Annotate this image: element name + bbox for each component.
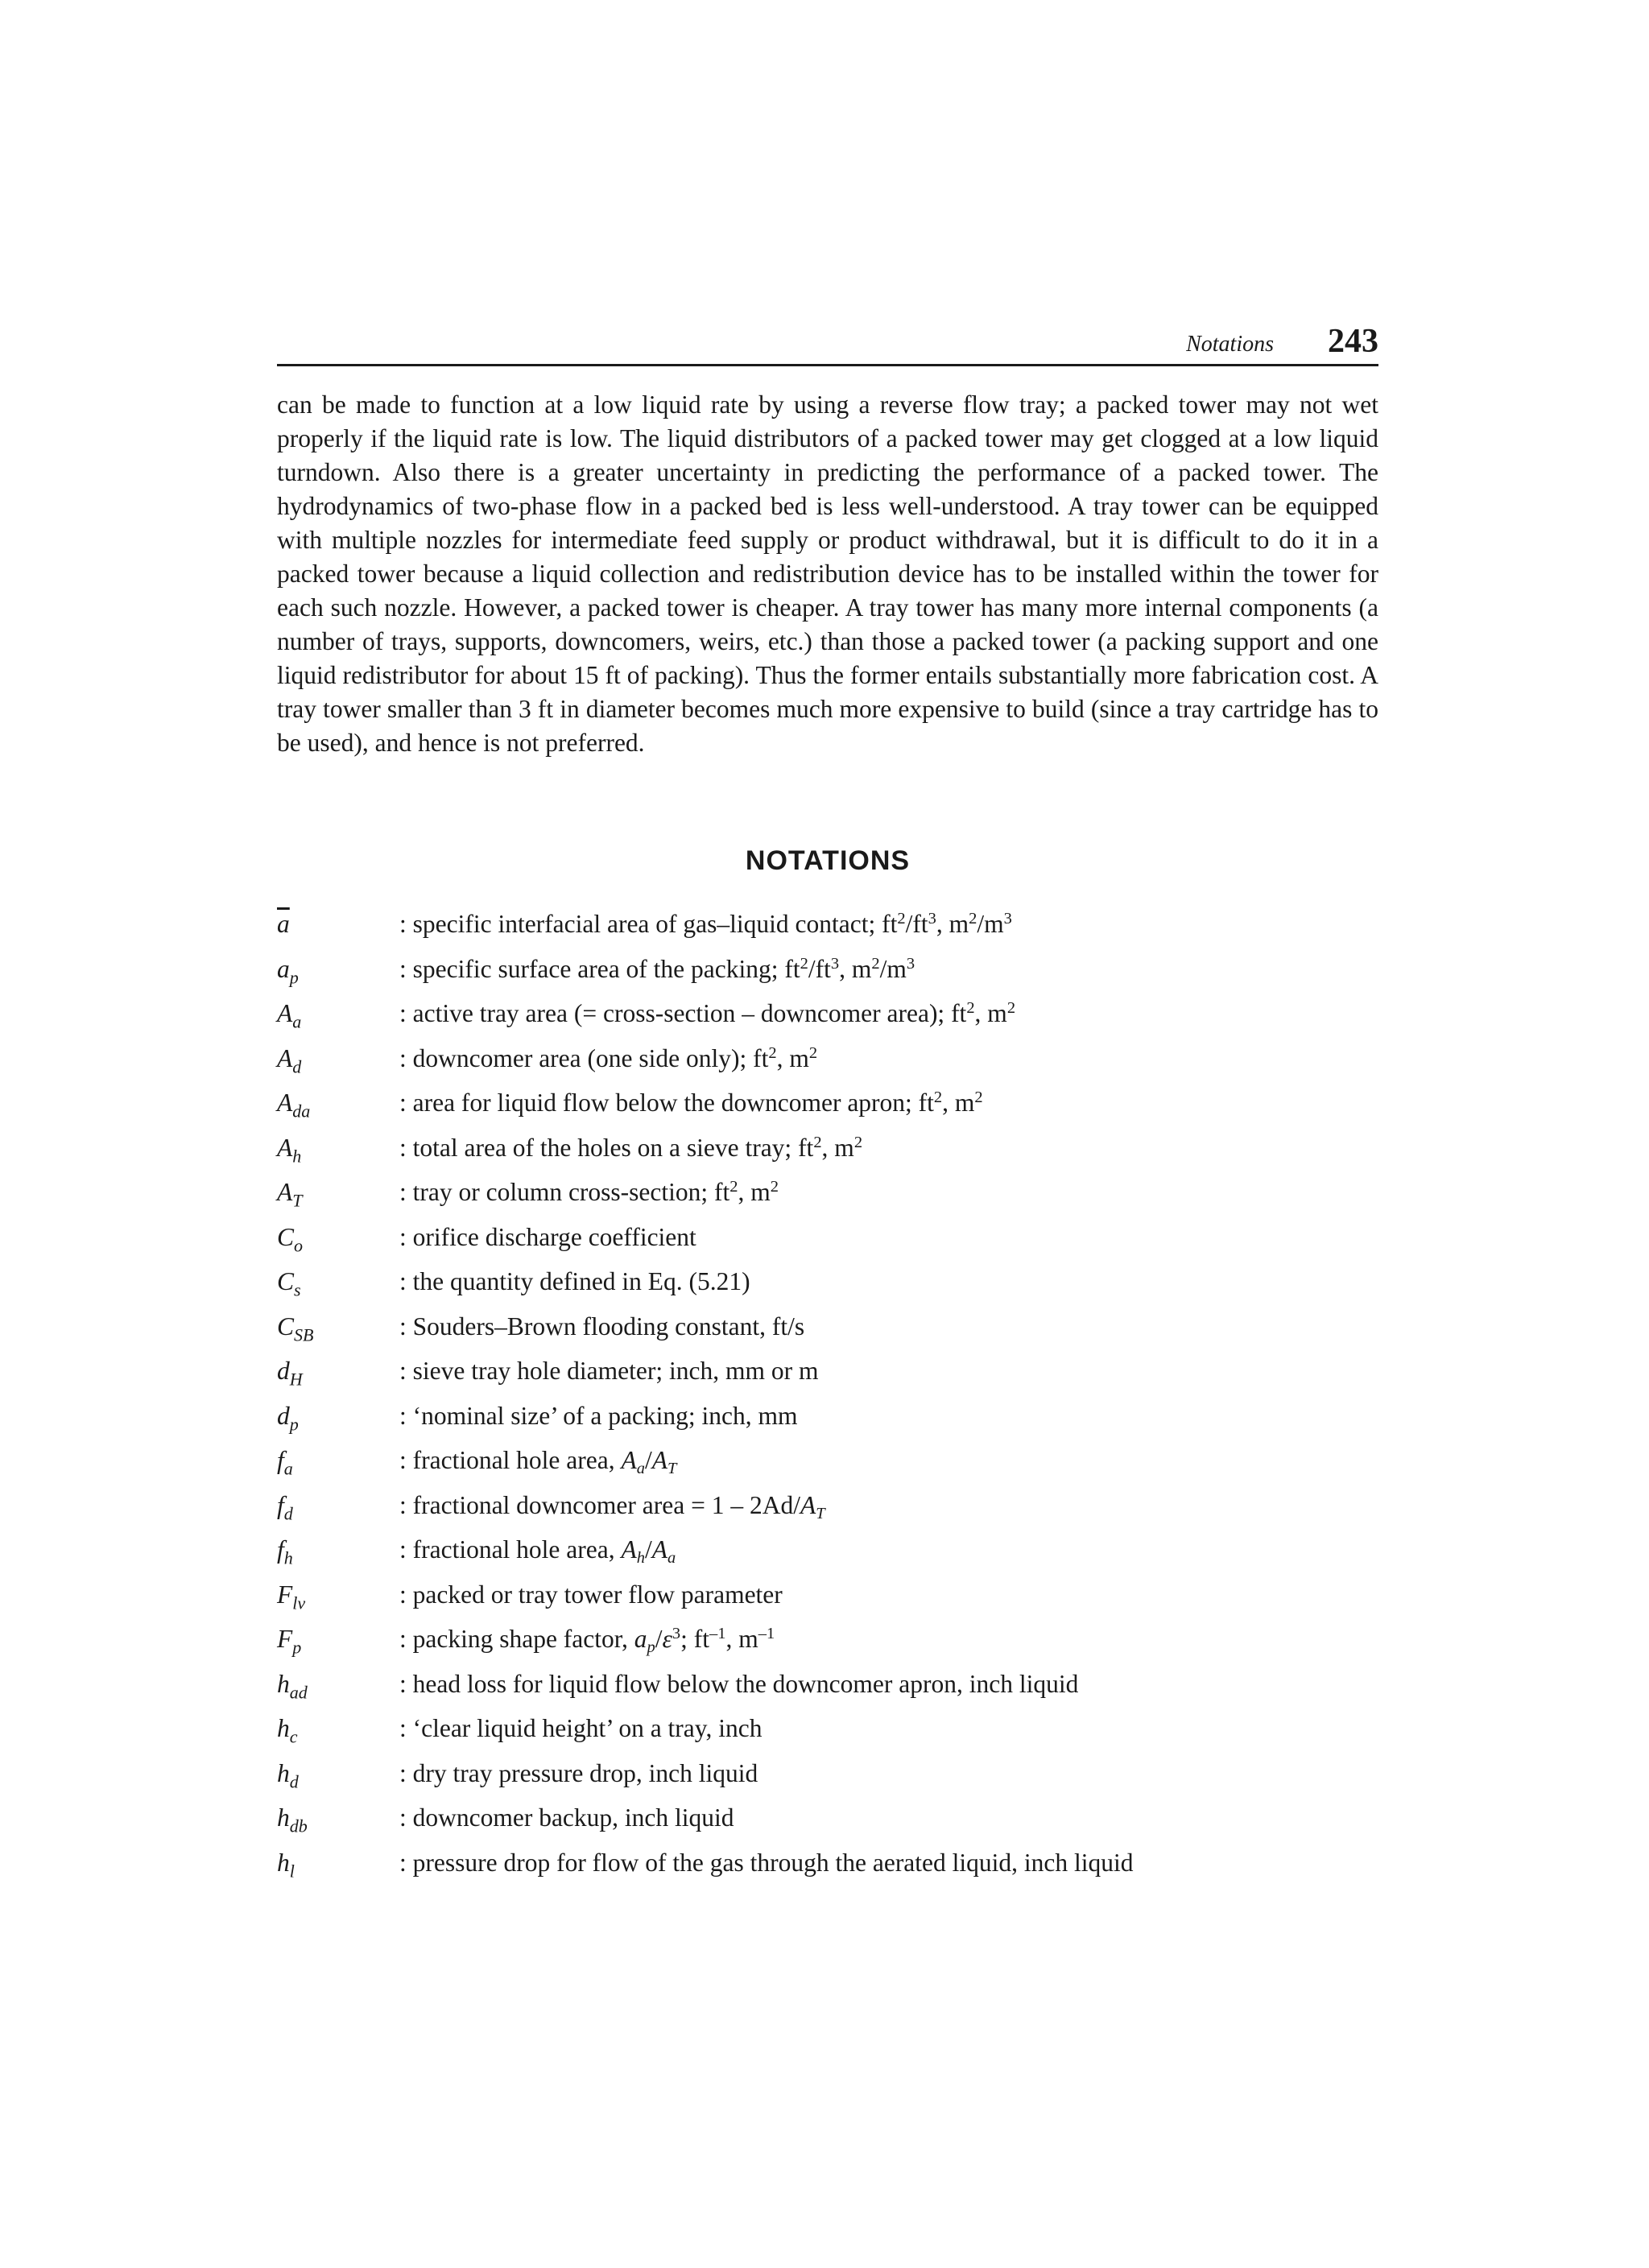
- notation-definition: : sieve tray hole diameter; inch, mm or m: [399, 1357, 819, 1385]
- notation-symbol: $F_p$: [277, 1625, 302, 1658]
- page-header: [277, 322, 1378, 366]
- body-paragraph: can be made to function at a low liquid rate by using a reverse flow tray; a packed tower may not wet properly if the liquid rate is low. The liquid distributors of a packed tower may get clogged at a low liquid turndown. Also there is a greater uncertainty in predicting the performance of a packed tower. The hydrodynamics of two-phase flow in a packed bed is less well-understood. A tray tower can be equipped with multiple nozzles for intermediate feed supply or product withdrawal, but it is difficult to do it in a packed tower because a liquid collection and redistribution device has to be installed within the tower for each such nozzle. However, a packed tower is cheaper. A tray tower has many more internal components (a number of trays, supports, downcomers, weirs, etc.) than those a packed tower (a packing support and one liquid redistributor for about 15 ft of packing). Thus the former entails substantially more fabrication cost. A tray tower smaller than 3 ft in diameter becomes much more expensive to build (since a tray cartridge has to be used), and hence is not preferred.: [277, 390, 1378, 757]
- notation-symbol: $A_T$: [277, 1178, 303, 1211]
- notation-definition: : fractional downcomer area = $1 - 2Ad/A_T$: [399, 1490, 825, 1522]
- page-number: 243: [1328, 323, 1378, 360]
- notation-symbol: $h_c$: [277, 1714, 298, 1747]
- notation-symbol: $a_p$: [277, 954, 299, 988]
- notation-definition: : packed or tray tower flow parameter: [399, 1580, 783, 1609]
- notation-symbol: $C_o$: [277, 1222, 304, 1256]
- notation-symbol: $C_{SB}$: [277, 1312, 314, 1345]
- notation-row: [277, 1758, 1378, 1803]
- notation-row: [277, 1221, 1378, 1266]
- notation-symbol: $d_p$: [277, 1401, 299, 1435]
- notation-definition: : orifice discharge coefficient: [399, 1222, 696, 1251]
- notation-row: [277, 1712, 1378, 1758]
- notation-row: [277, 1534, 1378, 1579]
- notation-definition: : area for liquid flow below the downcomer apron; $ft^2$, $m^2$: [399, 1088, 983, 1117]
- notation-row: [277, 908, 1378, 953]
- notation-row: [277, 1623, 1378, 1668]
- section-heading: NOTATIONS: [745, 845, 911, 876]
- notation-definition: : dry tray pressure drop, inch liquid: [399, 1758, 758, 1787]
- notation-row: [277, 1579, 1378, 1624]
- notation-row: [277, 1444, 1378, 1489]
- notation-definition: : specific interfacial area of gas–liquid contact; $ft^2/ft^3$, $m^2/m^3$: [399, 909, 1012, 938]
- notation-symbol: $A_h$: [277, 1133, 302, 1167]
- notation-definition: : Souders–Brown flooding constant, ft/s: [399, 1312, 805, 1341]
- notation-symbol: $F_{lv}$: [277, 1580, 306, 1613]
- notation-row: [277, 1311, 1378, 1356]
- notation-symbol: $A_{da}$: [277, 1089, 311, 1122]
- notation-row: [277, 1266, 1378, 1311]
- notation-symbol: $h_d$: [277, 1758, 299, 1792]
- notation-symbol: $C_s$: [277, 1267, 301, 1300]
- notation-symbol: $f_a$: [277, 1446, 293, 1479]
- notation-row: [277, 1043, 1378, 1088]
- notation-symbol: $A_d$: [277, 1043, 302, 1077]
- notation-list: [277, 908, 1378, 1891]
- notation-row: [277, 953, 1378, 998]
- notation-row: [277, 1489, 1378, 1535]
- notation-row: [277, 1355, 1378, 1400]
- notation-row: [277, 1400, 1378, 1445]
- notation-definition: : downcomer backup, inch liquid: [399, 1803, 734, 1832]
- notation-symbol: $h_{db}$: [277, 1803, 308, 1836]
- notation-symbol: $A_a$: [277, 999, 302, 1032]
- notation-definition: : pressure drop for flow of the gas through the aerated liquid, inch liquid: [399, 1848, 1134, 1877]
- notation-symbol: $\overline{a}$: [277, 910, 290, 938]
- notation-row: [277, 1802, 1378, 1847]
- notation-row: [277, 1087, 1378, 1132]
- notation-definition: : downcomer area (one side only); $ft^2$, $m^2$: [399, 1043, 818, 1072]
- notation-row: [277, 1668, 1378, 1713]
- notation-symbol: $f_h$: [277, 1535, 293, 1568]
- notation-symbol: $f_d$: [277, 1490, 293, 1524]
- notation-definition: : ‘clear liquid height’ on a tray, inch: [399, 1714, 763, 1742]
- notation-definition: : head loss for liquid flow below the downcomer apron, inch liquid: [399, 1669, 1079, 1698]
- notation-row: [277, 1847, 1378, 1892]
- notation-symbol: $h_l$: [277, 1848, 295, 1882]
- running-title: Notations: [1186, 332, 1274, 357]
- notation-definition: : total area of the holes on a sieve tray; $ft^2$, $m^2$: [399, 1133, 863, 1162]
- notation-definition: : packing shape factor, $a_p/\varepsilon^3$; $ft^{-1}$, $m^{-1}$: [399, 1624, 775, 1657]
- notation-definition: : the quantity defined in Eq. (5.21): [399, 1267, 750, 1295]
- notation-definition: : fractional hole area, $A_h/A_a$: [399, 1535, 676, 1568]
- notation-definition: : fractional hole area, $A_a/A_T$: [399, 1446, 677, 1478]
- notation-definition: : active tray area (= cross-section – downcomer area); $ft^2$, $m^2$: [399, 998, 1016, 1027]
- notation-definition: : tray or column cross-section; $ft^2$, $m^2$: [399, 1177, 779, 1206]
- notation-symbol: $d_H$: [277, 1357, 303, 1390]
- notation-row: [277, 998, 1378, 1043]
- notation-row: [277, 1176, 1378, 1221]
- notation-definition: : specific surface area of the packing; $ft^2/ft^3$, $m^2/m^3$: [399, 954, 915, 983]
- notation-row: [277, 1132, 1378, 1177]
- notation-symbol: $h_{ad}$: [277, 1669, 308, 1703]
- notation-definition: : ‘nominal size’ of a packing; inch, mm: [399, 1401, 798, 1430]
